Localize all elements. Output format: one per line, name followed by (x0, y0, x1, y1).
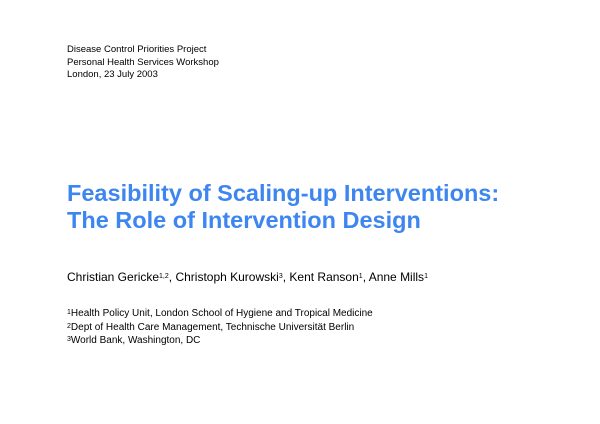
author-affiliation-mark: 3 (278, 273, 283, 280)
author-separator: , (168, 270, 176, 284)
author-separator: , (362, 270, 369, 284)
affiliation-item (67, 321, 373, 335)
affiliation-text: World Bank, Washington, DC (70, 335, 201, 346)
author-name: Christoph Kurowski (175, 270, 279, 284)
affiliation-mark: 1 (67, 309, 71, 316)
title-line-2: The Role of Intervention Design (67, 207, 421, 233)
event-date-location: London, 23 July 2003 (67, 69, 158, 80)
affiliation-list (67, 307, 373, 348)
event-header (67, 44, 219, 82)
author-list (67, 270, 428, 285)
affiliation-text: Health Policy Unit, London School of Hygiene and Tropical Medicine (70, 308, 373, 319)
affiliation-mark: 2 (67, 322, 71, 330)
author-separator: , (282, 270, 290, 284)
title-line-1: Feasibility of Scaling-up Interventions: (67, 180, 500, 206)
affiliation-item (67, 334, 373, 348)
affiliation-text: Dept of Health Care Management, Technische Universität Berlin (70, 321, 355, 333)
author-affiliation-mark: 1 (424, 273, 428, 280)
author-affiliation-mark: 1,2 (159, 273, 169, 280)
affiliation-item (67, 307, 373, 321)
author-name: Anne Mills (368, 270, 425, 284)
slide-title (67, 180, 499, 234)
author-name: Kent Ranson (289, 270, 359, 284)
project-name: Disease Control Priorities Project (67, 44, 207, 55)
author-name: Christian Gericke (67, 270, 160, 284)
affiliation-mark: 3 (67, 336, 71, 343)
author-affiliation-mark: 1 (358, 273, 363, 280)
workshop-name: Personal Health Services Workshop (67, 56, 219, 68)
